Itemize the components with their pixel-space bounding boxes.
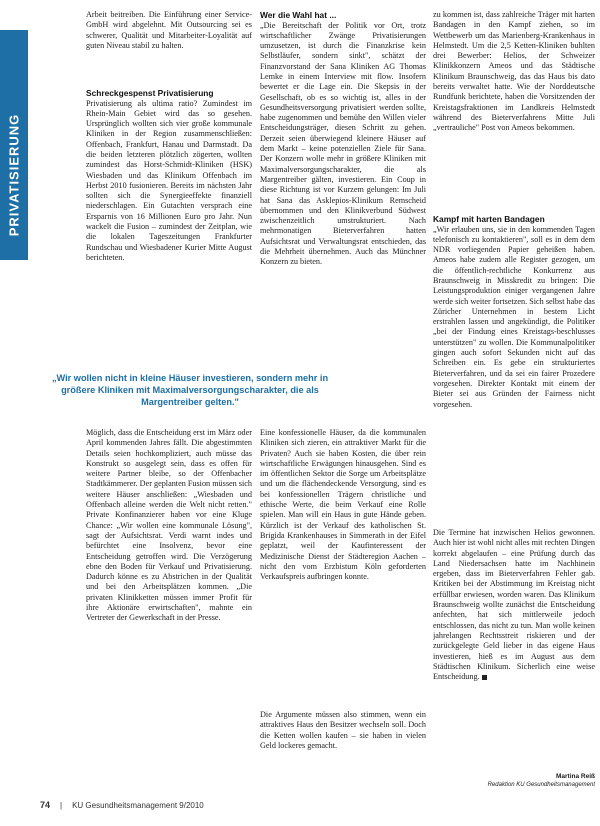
subheading: Schreckgespenst Privatisierung [86, 88, 214, 98]
column-1-bottom [86, 428, 252, 790]
paragraph: Eine konfessionelle Häuser, da die kommunalen Kliniken sich zieren, ein attraktiver Markt für die Privaten? Auch sie haben Kosten, die über rein wirtschaftliche Erwägungen hinausgehen. Sind es im öffentlichen Sektor die Sorge um Arbeitsplätze und um die flächendeckende Versorgung, sind es bei konfessionellen Trägern christliche und ethische Werte, die beim Verkauf eine Rolle spielen. Man will ein Haus in gute Hände geben. Kürzlich ist der Verkauf des katholischen St. Brigida Krankenhauses in Simmerath in der Eifel geplatzt, weil der Kaufinteressent der Medizinische Dienst der Städteregion Aachen – nicht den vom Erzbistum Köln geforderten Verkaufspreis aufbringen konnte. [260, 428, 426, 582]
section-sidebar [0, 30, 28, 260]
column-2-wrap [345, 414, 426, 426]
paragraph: Arbeit beitreiben. Die Einführung einer Service-GmbH wird abgelehnt. Mit Outsourcing sei es schwerer, Qualität und Mitarbeiter-Loyalität auf guten Niveau stabil zu halten. [86, 10, 252, 50]
column-3-middle [433, 214, 595, 526]
column-2-top [260, 10, 426, 370]
author-block [433, 772, 595, 794]
paragraph: „Wir erlauben uns, sie in den kommenden Tagen telefonisch zu kontaktieren", soll es in dem dem NDR vorliegenden Papier geheißen haben. Ameos habe zudem alle Register gezogen, um die öffentlich-rechtliche Konkurrenz aus Braunschweig in Misskredit zu bringen: Die Leistungsproduktion einiger vergangenen Jahre werde sich weiter fortsetzen. Sich selbst habe das Züricher Unternehmen in bestem Licht erstrahlen lassen und angekündigt, die Politiker „bei der Findung eines Kreistags-beschlusses unterstützen" zu wollen. Die Kommunalpolitiker gingen auch sofort Sekunden nicht auf das Schreiben ein. Es gebe ein strukturiertes Bieterverfahren, und da sei ein fairer Prozedere vorgesehen. Direkter Kontakt mit einem der Bieter sei aus Gründen der Fairness nicht vorgesehen. [433, 224, 595, 409]
paragraph-text: Die Termine hat inzwischen Helios gewonnen. Auch hier ist wohl nicht alles mit rechten Dingen korrekt abgelaufen – eine Prüfung durch das Land Niedersachsen hatte im Nachhinein ergeben, dass im Bieterverfahren Fehler gab. Kritiken bei der Abstimmung im Kreistag nicht erfüllbar erwiesen, worden waren. Das Klinikum Braunschweig wollte zunächst die Entscheidung anfechten, hat sich mittlerweile jedoch entschlossen, das nicht zu tun. Man wolle keinen jahrelangen Rechtsstreit riskieren und der zurückgelegte Geld lieber in das eigene Haus investieren, hieß es im August aus dem Städtischen Klinikum. Sicherlich eine weise Entscheidung. [433, 528, 595, 682]
footer-text: KU Gesundheitsmanagement 9/2010 [72, 800, 204, 810]
author-name: Martina Reiß [555, 773, 595, 780]
subheading: Wer die Wahl hat ... [260, 10, 337, 20]
page-number: 74 [40, 800, 51, 810]
subheading: Kampf mit harten Bandagen [433, 214, 545, 224]
paragraph: „Die Bereitschaft der Politik vor Ort, trotz wirtschaftlicher Zwänge Privatisierungen umzusetzen, ist durch die Finanzkrise kein Selbstläufer, sondern sinkt", schätzt der Finanzvorstand der Sana Kliniken AG Thomas Lemke in einem Interview mit flow. Insofern bewertet er die Lage ein. Die Skepsis in der Gesellschaft, ob es so wichtig ist, alles in der Gesundheitsversorgung privatisiert werden sollte, habe zugenommen und bemühe den Willen vieler Entscheidungsträger, diesen Schritt zu gehen. Derzeit seien überwiegend kleinere Häuser auf dem Markt – keine potenziellen Ziele für Sana. Der Konzern wolle mehr in größere Kliniken mit Maximalversorgungscharakter, die als Margentreiber gälten, investieren. Ein Coup in diese Richtung ist vor Kurzem gelungen: Im Juli hat Sana das Asklepios-Klinikum Remscheid übernommen und den Klinikverbund Südwest zwischenzeitlich umstrukturiert. Nach mehrmonatigen Bieterverfahren hatten Aufsichtsrat und Verwaltungsrat entschieden, das die Mehrheit übernehmen. Auch das Münchner Konzern zu bieten. [260, 20, 426, 267]
column-3-top [433, 10, 595, 212]
column-2-middle [260, 428, 426, 708]
paragraph: Privatisierung als ultima ratio? Zumindest im Rhein-Main Gebiet wird das so gesehen. Ursprünglich wollten sich vier große kommunale Kliniken in der Region zusammenschließen: Offenbach, Frankfurt, Hanau und Darmstadt. Da die beiden letzteren plötzlich zögerten, wollten zumindest das Horst-Schmidt-Kliniken (HSK) Wiesbaden und das Klinikum Offenbach im Herbst 2010 fusionieren. Bereits im nächsten Jahr sollten sich die Synergieeffekte finanziell niederschlagen. Ein Gutachten versprach eine Ersparnis von 16 Millionen Euro pro Jahr. Nun wackelt die Fusion – zumindest der Zeitplan, wie die lokalen Tageszeitungen Frankfurter Rundschau und Wiesbadener Kurier Mitte August berichteten. [86, 98, 252, 262]
author-role: Redaktion KU Gesundheitsmanagement [487, 782, 595, 788]
paragraph: Möglich, dass die Entscheidung erst im März oder April kommenden Jahres fällt. Die abgestimmten Details seien hochkompliziert, auch müsse das Konstrukt so ausgelegt sein, dass es offen für weitere Partner bleibe, so der Offenbacher Stadtkämmerer. Der geplanten Fusion müssen sich weitere Häuser anschließen: „Wiesbaden und Offenbach alleine werden die Welt nicht retten." Private Konfinanzierer haben vor eine Kluge Chance: „Wir wollen eine kommunale Lösung", sagt der Aufsichtsrat. Verdi warnt indes und befürchtet eine Insolvenz, bevor eine Entscheidung getroffen wird. Die Verzögerung ebne den Boden für Verkauf und Privatisierung. Dadurch könne es zu Abstrichen in der Qualität und bei den Arbeitsplätzen kommen. „Die privaten Klinikketten müssen immer Profit für ihre Aktionäre erwirtschaften", mahnte ein Vertreter der Gewerkschaft in der Presse. [86, 428, 252, 623]
column-1-middle [86, 88, 252, 368]
paragraph: Die Argumente müssen also stimmen, wenn ein attraktives Haus den Besitzer wechseln soll. Doch die Ketten wollen kaufen – sie haben in vielen Geld lockeres gemacht. [260, 710, 426, 750]
column-3-bottom [433, 528, 595, 768]
section-label: PRIVATISIERUNG [6, 113, 22, 237]
footer-divider: | [60, 800, 63, 810]
page-footer [40, 800, 204, 810]
end-mark-icon [482, 675, 487, 680]
paragraph [433, 528, 595, 682]
column-1-top [86, 10, 252, 88]
paragraph: zu kommen ist, dass zahlreiche Träger mit harten Bandagen in den Kampf ziehen, so im Wettbewerb um das Marienberg-Krankenhaus in Helmstedt. Um die 2,5 Ketten-Kliniken buhlten drei Bewerber: Helios, der Schweizer Klinikkonzern Ameos und das Städtische Klinikum Braunschweig, das das Haus bis dato bereits verwaltet hatte. Wie der Norddeutsche Rundfunk berichtete, haben die Vorsitzenden der Kreistagsfraktionen im Landkreis Helmstedt während des Bieterverfahrens Mitte Juli „vertrauliche" Post von Ameos bekommen. [433, 10, 595, 133]
column-2-bottom [260, 710, 426, 792]
pull-quote: „Wir wollen nicht in kleine Häuser investieren, sondern mehr in größere Kliniken mit Maximalversorgungscharakter, die als Margentreiber gelten." [51, 373, 329, 407]
